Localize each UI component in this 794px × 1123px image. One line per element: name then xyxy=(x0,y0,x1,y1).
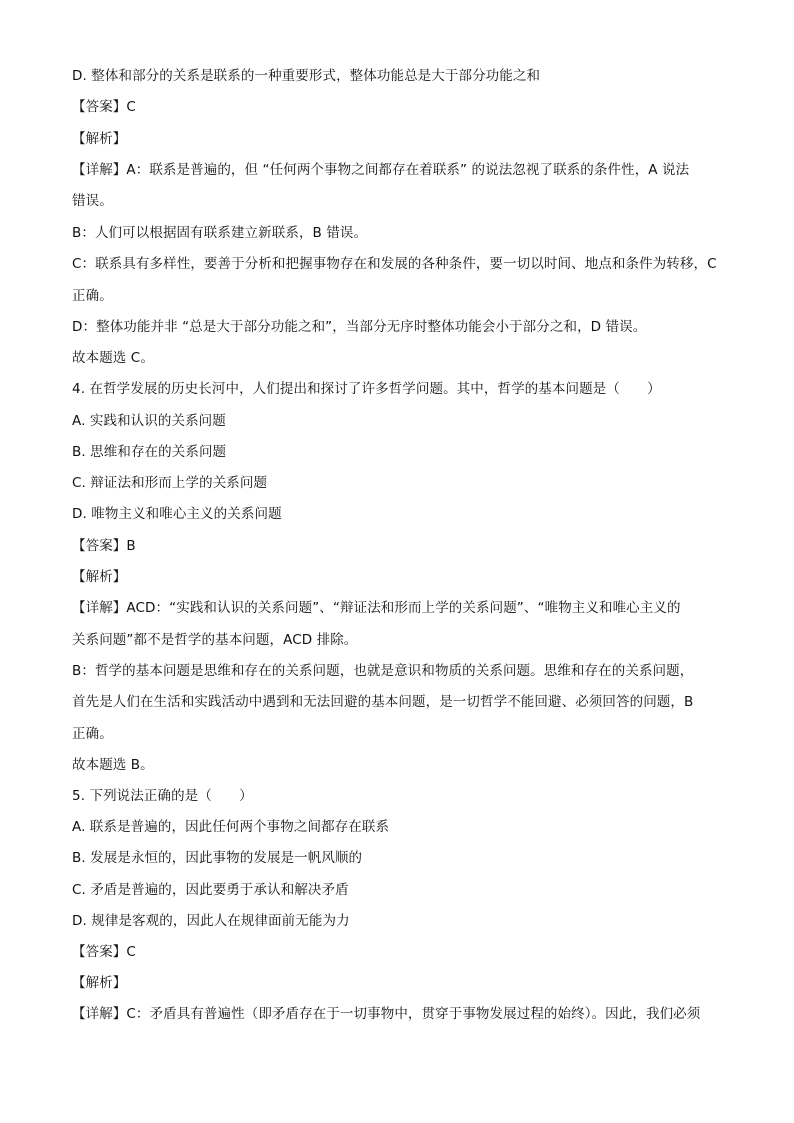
question-5: 5. 下列说法正确的是（ ） xyxy=(72,788,253,804)
option-c-q4: C. 辩证法和形而上学的关系问题 xyxy=(72,475,268,491)
option-a-q4: A. 实践和认识的关系问题 xyxy=(72,413,226,429)
question-4: 4. 在哲学发展的历史长河中，人们提出和探讨了许多哲学问题。其中，哲学的基本问题是（ ） xyxy=(72,381,661,397)
detail-q3-c-cont: 正确。 xyxy=(72,288,113,304)
option-d-q3: D. 整体和部分的关系是联系的一种重要形式，整体功能总是大于部分功能之和 xyxy=(72,68,541,84)
analysis-label-q4: 【解析】 xyxy=(72,569,127,585)
detail-q3-a: 【详解】A：联系是普遍的，但 “任何两个事物之间都存在着联系” 的说法忽视了联系的条件性，A 说法 xyxy=(72,162,690,178)
option-c-q5: C. 矛盾是普遍的，因此要勇于承认和解决矛盾 xyxy=(72,882,349,898)
detail-q4-b-end: 正确。 xyxy=(72,726,113,742)
analysis-label-q3: 【解析】 xyxy=(72,131,127,147)
detail-q4-b-cont: 首先是人们在生活和实践活动中遇到和无法回避的基本问题，是一切哲学不能回避、必须回答的问题，B xyxy=(72,694,694,710)
detail-q3-d: D：整体功能并非 “总是大于部分功能之和”，当部分无序时整体功能会小于部分之和，D 错误。 xyxy=(72,319,647,335)
detail-q3-b: B：人们可以根据固有联系建立新联系，B 错误。 xyxy=(72,225,368,241)
conclusion-q3: 故本题选 C。 xyxy=(72,350,154,366)
answer-q3: 【答案】C xyxy=(72,99,136,115)
option-d-q4: D. 唯物主义和唯心主义的关系问题 xyxy=(72,506,282,522)
analysis-label-q5: 【解析】 xyxy=(72,975,127,991)
detail-q3-c: C：联系具有多样性，要善于分析和把握事物存在和发展的各种条件，要一切以时间、地点和条件为转移，C xyxy=(72,256,717,272)
detail-q4-acd-cont: 关系问题”都不是哲学的基本问题，ACD 排除。 xyxy=(72,632,358,648)
detail-q5-c: 【详解】C：矛盾具有普遍性（即矛盾存在于一切事物中，贯穿于事物发展过程的始终）。因此，我们必须 xyxy=(72,1006,701,1022)
answer-q5: 【答案】C xyxy=(72,944,136,960)
detail-q4-b: B：哲学的基本问题是思维和存在的关系问题，也就是意识和物质的关系问题。思维和存在的关系问题， xyxy=(72,663,694,679)
option-b-q5: B. 发展是永恒的，因此事物的发展是一帆风顺的 xyxy=(72,850,363,866)
option-d-q5: D. 规律是客观的，因此人在规律面前无能为力 xyxy=(72,913,350,929)
option-b-q4: B. 思维和存在的关系问题 xyxy=(72,444,227,460)
detail-q4-acd: 【详解】ACD：“实践和认识的关系问题”、“辩证法和形而上学的关系问题”、“唯物主义和唯心主义的 xyxy=(72,600,681,616)
conclusion-q4: 故本题选 B。 xyxy=(72,757,154,773)
option-a-q5: A. 联系是普遍的，因此任何两个事物之间都存在联系 xyxy=(72,819,390,835)
detail-q3-a-cont: 错误。 xyxy=(72,193,113,209)
answer-q4: 【答案】B xyxy=(72,538,136,554)
